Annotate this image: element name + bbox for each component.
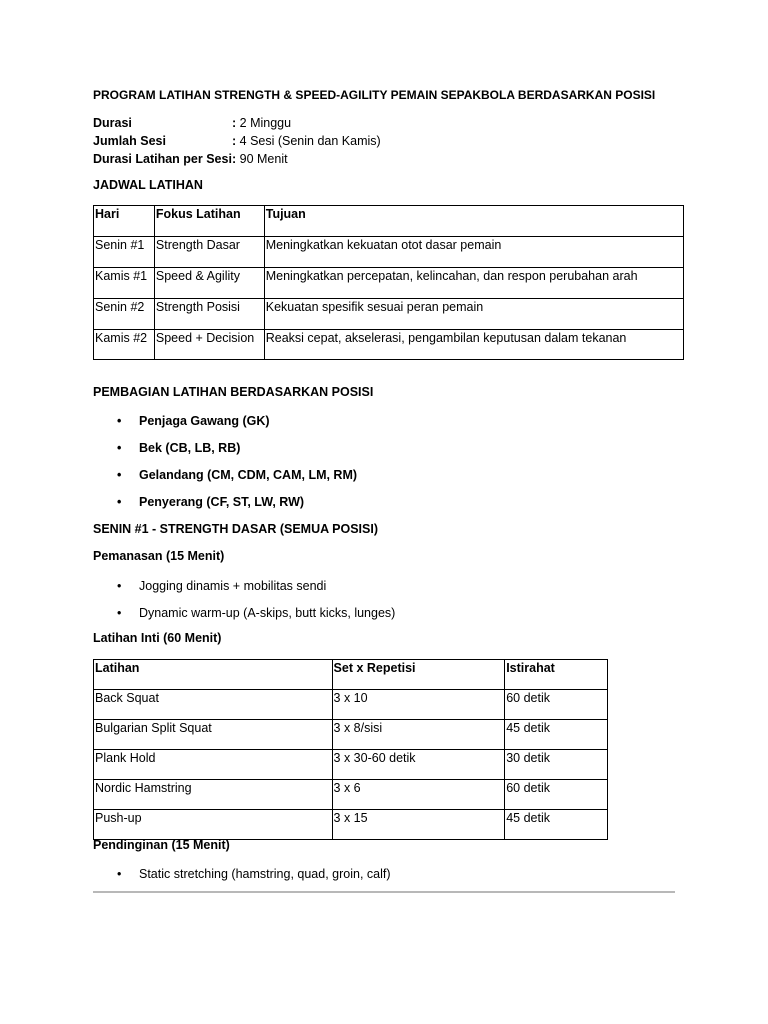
table-cell: Reaksi cepat, akselerasi, pengambilan keputusan dalam tekanan xyxy=(264,330,683,360)
table-cell: Senin #2 xyxy=(94,299,155,330)
table-cell: Push-up xyxy=(94,810,333,840)
table-row xyxy=(94,690,608,720)
table-cell: Speed + Decision xyxy=(154,330,264,360)
list-item xyxy=(93,604,395,631)
positions-heading: PEMBAGIAN LATIHAN BERDASARKAN POSISI xyxy=(93,385,374,399)
table-cell: 3 x 8/sisi xyxy=(332,720,505,750)
meta-colon: : xyxy=(232,134,237,148)
table-header-row xyxy=(94,206,684,237)
table-cell: Nordic Hamstring xyxy=(94,780,333,810)
table-header-cell: Latihan xyxy=(94,660,333,690)
table-row xyxy=(94,299,684,330)
table-row xyxy=(94,237,684,268)
list-item xyxy=(93,865,391,892)
table-cell: 60 detik xyxy=(505,690,608,720)
table-header-cell: Fokus Latihan xyxy=(154,206,264,237)
table-header-cell: Istirahat xyxy=(505,660,608,690)
meta-row-jumlah-sesi xyxy=(93,132,381,150)
meta-value: 4 Sesi (Senin dan Kamis) xyxy=(236,134,381,148)
document-title: PROGRAM LATIHAN STRENGTH & SPEED-AGILITY PEMAIN SEPAKBOLA BERDASARKAN POSISI xyxy=(93,88,656,102)
program-meta xyxy=(93,114,381,168)
warmup-heading: Pemanasan (15 Menit) xyxy=(93,549,225,563)
list-item xyxy=(93,577,395,604)
table-row xyxy=(94,750,608,780)
session1-heading: SENIN #1 - STRENGTH DASAR (SEMUA POSISI) xyxy=(93,522,378,536)
bullet-icon: • xyxy=(117,867,122,881)
table-cell: Kekuatan spesifik sesuai peran pemain xyxy=(264,299,683,330)
table-cell: Senin #1 xyxy=(94,237,155,268)
cooldown-heading: Pendinginan (15 Menit) xyxy=(93,838,230,852)
main-training-heading: Latihan Inti (60 Menit) xyxy=(93,631,222,645)
table-cell: 3 x 10 xyxy=(332,690,505,720)
table-cell: Strength Posisi xyxy=(154,299,264,330)
list-item-text: Jogging dinamis + mobilitas sendi xyxy=(139,579,327,593)
bullet-icon: • xyxy=(117,441,122,455)
list-item xyxy=(93,466,357,493)
list-item-text: Static stretching (hamstring, quad, groin, calf) xyxy=(139,867,391,881)
table-header-cell: Hari xyxy=(94,206,155,237)
meta-row-durasi-latihan xyxy=(93,150,381,168)
table-cell: 3 x 15 xyxy=(332,810,505,840)
table-cell: Speed & Agility xyxy=(154,268,264,299)
table-cell: Back Squat xyxy=(94,690,333,720)
list-item-text: Bek (CB, LB, RB) xyxy=(139,441,241,455)
meta-key: Jumlah Sesi xyxy=(93,134,166,148)
main-training-table xyxy=(93,659,608,840)
list-item-text: Gelandang (CM, CDM, CAM, LM, RM) xyxy=(139,468,358,482)
table-cell: 3 x 6 xyxy=(332,780,505,810)
list-item-text: Penyerang (CF, ST, LW, RW) xyxy=(139,495,305,509)
table-cell: 45 detik xyxy=(505,810,608,840)
table-cell: Meningkatkan kekuatan otot dasar pemain xyxy=(264,237,683,268)
meta-colon: : xyxy=(232,152,237,166)
table-cell: Kamis #2 xyxy=(94,330,155,360)
meta-value: 90 Menit xyxy=(236,152,288,166)
cooldown-list xyxy=(93,865,391,892)
list-item xyxy=(93,412,357,439)
table-cell: Meningkatkan percepatan, kelincahan, dan respon perubahan arah xyxy=(264,268,683,299)
table-row xyxy=(94,720,608,750)
meta-key: Durasi xyxy=(93,116,132,130)
table-cell: Kamis #1 xyxy=(94,268,155,299)
bullet-icon: • xyxy=(117,468,122,482)
list-item xyxy=(93,439,357,466)
table-row xyxy=(94,268,684,299)
meta-value: 2 Minggu xyxy=(236,116,292,130)
table-cell: 30 detik xyxy=(505,750,608,780)
table-header-cell: Tujuan xyxy=(264,206,683,237)
table-header-cell: Set x Repetisi xyxy=(332,660,505,690)
table-header-row xyxy=(94,660,608,690)
bullet-icon: • xyxy=(117,606,122,620)
table-cell: 60 detik xyxy=(505,780,608,810)
bullet-icon: • xyxy=(117,414,122,428)
table-cell: 3 x 30-60 detik xyxy=(332,750,505,780)
warmup-list xyxy=(93,577,395,631)
meta-key: Durasi Latihan per Sesi xyxy=(93,152,232,166)
meta-row-durasi xyxy=(93,114,381,132)
schedule-heading: JADWAL LATIHAN xyxy=(93,178,203,192)
list-item xyxy=(93,493,357,520)
list-item-text: Penjaga Gawang (GK) xyxy=(139,414,270,428)
table-cell: Plank Hold xyxy=(94,750,333,780)
table-row xyxy=(94,330,684,360)
table-row xyxy=(94,780,608,810)
table-cell: Bulgarian Split Squat xyxy=(94,720,333,750)
table-cell: 45 detik xyxy=(505,720,608,750)
bullet-icon: • xyxy=(117,579,122,593)
meta-colon: : xyxy=(232,116,237,130)
table-row xyxy=(94,810,608,840)
page-divider xyxy=(93,891,675,893)
schedule-table xyxy=(93,205,684,360)
bullet-icon: • xyxy=(117,495,122,509)
positions-list xyxy=(93,412,357,520)
table-cell: Strength Dasar xyxy=(154,237,264,268)
list-item-text: Dynamic warm-up (A-skips, butt kicks, lunges) xyxy=(139,606,396,620)
